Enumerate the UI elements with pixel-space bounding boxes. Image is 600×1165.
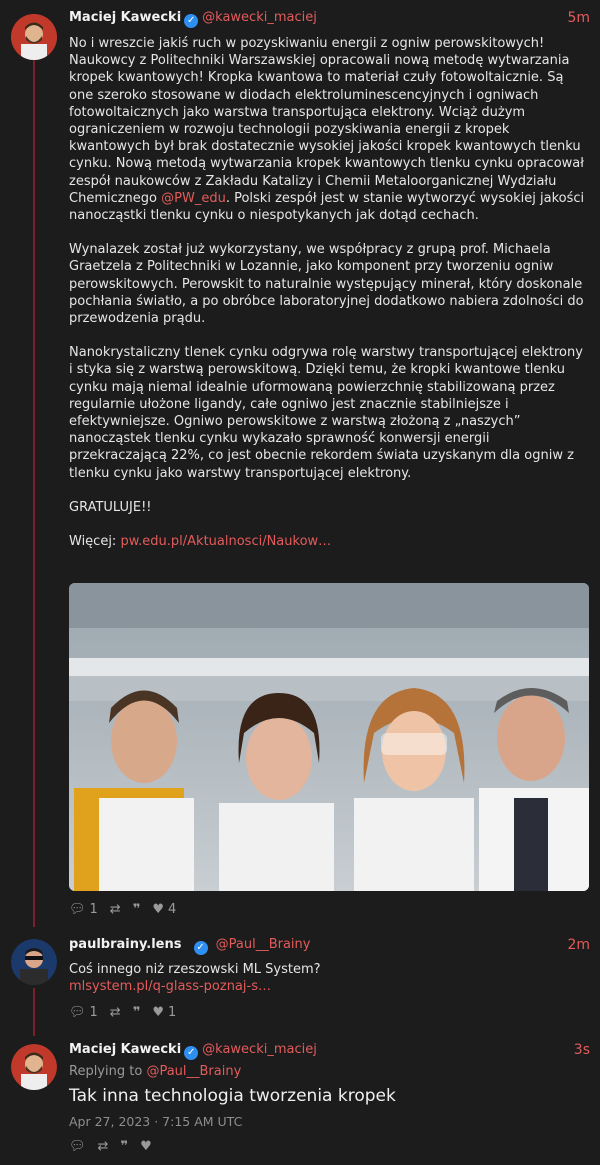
verified-icon: ✓ (184, 1046, 198, 1060)
mention-link[interactable]: @PW_edu (161, 190, 226, 206)
retweet-icon: ⇄ (97, 1138, 109, 1154)
link[interactable]: mlsystem.pl/q-glass-poznaj-s… (69, 979, 271, 995)
tweet-focused[interactable] (0, 1042, 600, 1160)
comment-icon: 💬︎ (69, 901, 86, 917)
replying-to-link[interactable]: @Paul__Brainy (146, 1064, 242, 1079)
like-count: 1 (168, 1004, 177, 1020)
author-handle[interactable]: @kawecki_maciej (202, 10, 317, 25)
quote-icon: ❞ (120, 1138, 129, 1154)
tweet-time[interactable]: 3s (573, 1042, 590, 1058)
tweet-time[interactable]: 2m (567, 937, 590, 953)
like-count: 4 (168, 901, 177, 917)
retweet-button[interactable] (110, 1005, 121, 1020)
tweet-timestamp[interactable]: Apr 27, 2023 · 7:15 AM UTC (69, 1114, 243, 1129)
paragraph: Wynalazek został już wykorzystany, we współpracy z grupą prof. Michaela Graetzela z Politechniki w Lozannie, jako komponent przy tworzeniu ogniw perowskitowych. Perowskit to naturalnie występujący minerał, który doskonale pochłania światło, a po obróbce laboratoryjnej dodatkowo nabiera zdolności do przewodzenia prądu. (69, 242, 584, 327)
heart-icon: ♥ (140, 1138, 152, 1154)
quote-button[interactable] (120, 1139, 128, 1154)
paragraph: Nanokrystaliczny tlenek cynku odgrywa rolę warstwy transportującej elektrony i styka się z warstwą perowskitową. Dzięki temu, że kropki kwantowe tlenku cynku mają niemal idealnie uformowaną powierzchnię stabilizowaną przez regularnie ułożone ligandy, całe ogniwo jest znacznie stabilniejsze i efektywniejsze. Ogniwo perowskitowe z warstwą złożoną z „naszych” nanocząstek tlenku cynku wykazało sprawność konwersji energii przekraczającą 22%, co jest obecnie rekordem świata uzyskanym dla ogniw z tlenku cynku jako warstwy transportującej elektrony. (69, 345, 583, 481)
reply-button[interactable] (69, 902, 98, 917)
reply-count: 1 (89, 901, 98, 917)
author-handle[interactable]: @Paul__Brainy (215, 937, 311, 952)
quote-button[interactable] (133, 902, 141, 917)
paragraph: No i wreszcie jakiś ruch w pozyskiwaniu energii z ogniw perowskitowych! Naukowcy z Politechniki Warszawskiej opracowali nową metodę wytwarzania kropek kwantowych! Kropka kwantowa to materiał czuły fotowoltaicznie. Są one szeroko stosowane w diodach elektroluminescencyjnych i ogniwach fotowoltaicznych jako warstwa transportująca elektrony. Wciąż dużym ograniczeniem w rozwoju technologii pozyskiwania energii z kropek kwantowych był brak dostatecznie wysokiej jakości kropek kwantowych tlenku cynku. Nową metodą wytwarzania kropek kwantowych tlenku cynku opracował zespół naukowców z Zakładu Katalizy i Chemii Metaloorganicznej Wydziału Chemicznego @PW_edu. Polski zespół jest w stanie wytworzyć wysokiej jakości nanocząstki tlenku cynku o niespotykanych jak dotąd cechach. (69, 36, 585, 224)
retweet-icon: ⇄ (109, 1004, 121, 1020)
author-name[interactable]: Maciej Kawecki (69, 10, 182, 25)
quote-icon: ❞ (132, 901, 141, 917)
tweet-text (69, 961, 589, 995)
reply-button[interactable] (69, 1139, 86, 1154)
paragraph: Więcej: pw.edu.pl/Aktualnosci/Naukow… (69, 534, 332, 550)
like-button[interactable] (152, 902, 176, 917)
tweet-actions (69, 1138, 152, 1154)
tweet-time[interactable]: 5m (567, 10, 590, 26)
author-handle[interactable]: @kawecki_maciej (202, 1042, 317, 1057)
comment-icon: 💬︎ (69, 1004, 86, 1020)
quote-icon: ❞ (132, 1004, 141, 1020)
tweet-image[interactable] (69, 583, 589, 891)
avatar[interactable] (11, 1044, 57, 1090)
tweet-actions (69, 901, 176, 917)
retweet-button[interactable] (98, 1139, 109, 1154)
verified-icon: ✓ (184, 14, 198, 28)
verified-icon: ✓ (194, 941, 208, 955)
author-name[interactable]: Maciej Kawecki (69, 1042, 182, 1057)
avatar[interactable] (11, 939, 57, 985)
heart-icon: ♥ (152, 1004, 164, 1020)
tweet-text: Tak inna technologia tworzenia kropek (69, 1086, 396, 1106)
retweet-button[interactable] (110, 902, 121, 917)
author-name[interactable]: paulbrainy.lens (69, 937, 182, 952)
tweet-text (69, 35, 589, 550)
paragraph (69, 978, 589, 995)
tweet-reply[interactable] (0, 937, 600, 1027)
avatar[interactable] (11, 14, 57, 60)
reply-button[interactable] (69, 1005, 98, 1020)
tweet-actions (69, 1004, 176, 1020)
paragraph: GRATULUJE!! (69, 499, 152, 515)
heart-icon: ♥ (152, 901, 164, 917)
quote-button[interactable] (133, 1005, 141, 1020)
retweet-icon: ⇄ (109, 901, 121, 917)
comment-icon: 💬︎ (69, 1138, 86, 1154)
replying-to: Replying to @Paul__Brainy (69, 1064, 242, 1079)
paragraph: Coś innego niż rzeszowski ML System? (69, 962, 321, 977)
reply-count: 1 (89, 1004, 98, 1020)
more-link[interactable]: pw.edu.pl/Aktualnosci/Naukow… (120, 534, 332, 550)
like-button[interactable] (140, 1139, 152, 1154)
like-button[interactable] (152, 1005, 176, 1020)
